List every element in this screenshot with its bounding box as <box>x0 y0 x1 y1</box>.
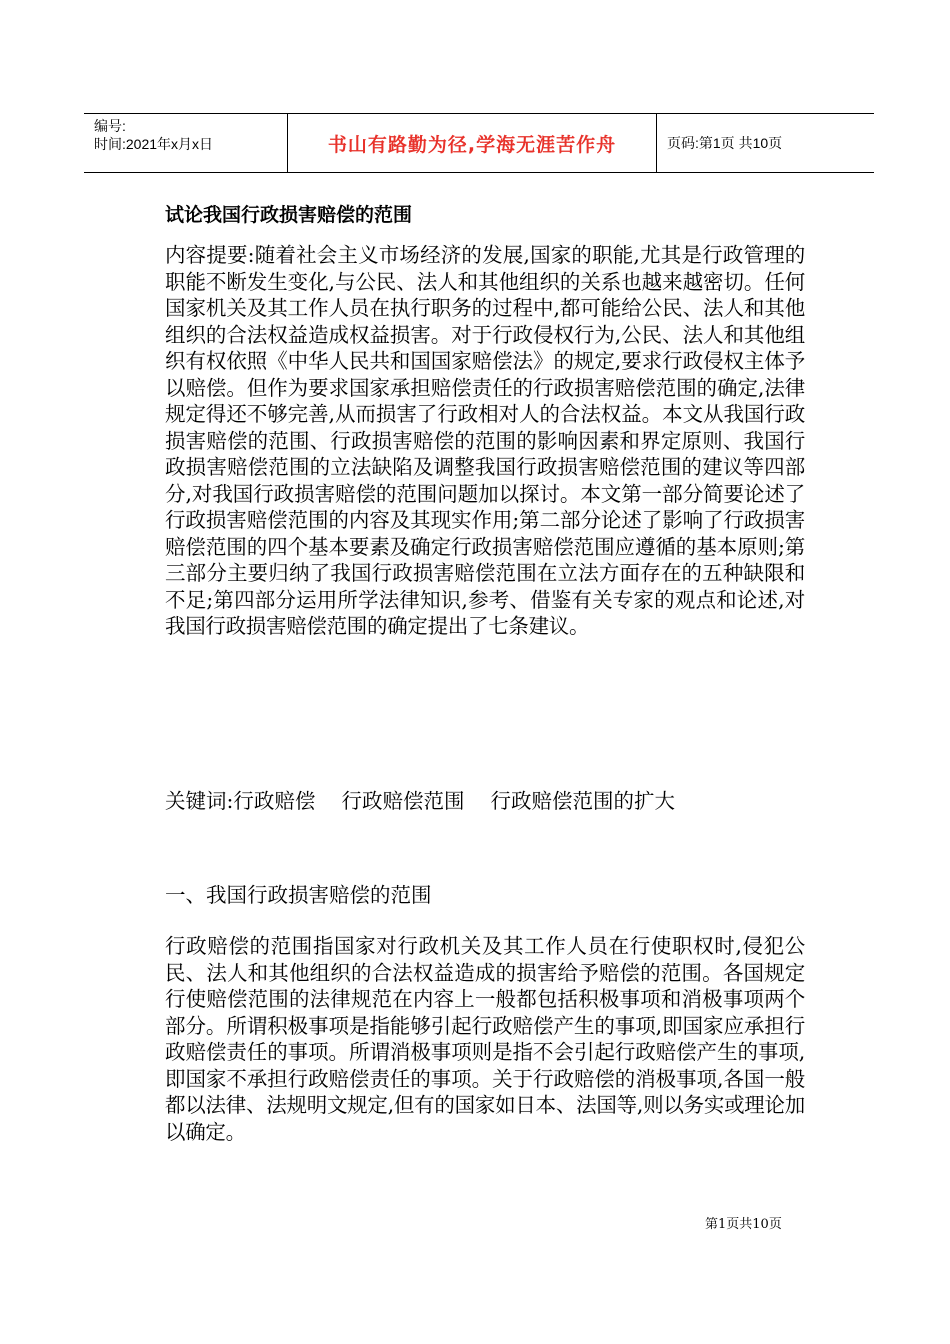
keywords-line: 关键词:行政赔偿 行政赔偿范围 行政赔偿范围的扩大 <box>165 789 676 813</box>
header-page-info: 页码:第1页 共10页 <box>667 135 783 151</box>
header-meta-cell <box>84 114 287 172</box>
time-label: 时间:2021年x月x日 <box>94 136 214 152</box>
document-title: 试论我国行政损害赔偿的范围 <box>165 204 413 226</box>
header-motto: 书山有路勤为径,学海无涯苦作舟 <box>287 114 657 172</box>
section-1-heading: 一、我国行政损害赔偿的范围 <box>165 883 432 907</box>
page-footer-number: 第1页共10页 <box>705 1217 782 1232</box>
page-header <box>84 113 874 173</box>
abstract-paragraph: 内容提要:随着社会主义市场经济的发展,国家的职能,尤其是行政管理的职能不断发生变化,与公民、法人和其他组织的关系也越来越密切。任何国家机关及其工作人员在执行职务的过程中,都可能给公民、法人和其他组织的合法权益造成权益损害。对于行政侵权行为,公民、法人和其他组织有权依照《中华人民共和国国家赔偿法》的规定,要求行政侵权主体予以赔偿。但作为要求国家承担赔偿责任的行政损害赔偿范围的确定,法律规定得还不够完善,从而损害了行政相对人的合法权益。本文从我国行政损害赔偿的范围、行政损害赔偿的范围的影响因素和界定原则、我国行政损害赔偿范围的立法缺陷及调整我国行政损害赔偿范围的建议等四部分,对我国行政损害赔偿的范围问题加以探讨。本文第一部分简要论述了行政损害赔偿范围的内容及其现实作用;第二部分论述了影响了行政损害赔偿范围的四个基本要素及确定行政损害赔偿范围应遵循的基本原则;第三部分主要归纳了我国行政损害赔偿范围在立法方面存在的五种缺限和不足;第四部分运用所学法律知识,参考、借鉴有关专家的观点和论述,对我国行政损害赔偿范围的确定提出了七条建议。 <box>165 243 805 638</box>
section-1-body: 行政赔偿的范围指国家对行政机关及其工作人员在行使职权时,侵犯公民、法人和其他组织的合法权益造成的损害给予赔偿的范围。各国规定行使赔偿范围的法律规范在内容上一般都包括积极事项和消极事项两个部分。所谓积极事项是指能够引起行政赔偿产生的事项,即国家应承担行政赔偿责任的事项。所谓消极事项则是指不会引起行政赔偿产生的事项,即国家不承担行政赔偿责任的事项。关于行政赔偿的消极事项,各国一般都以法律、法规明文规定,但有的国家如日本、法国等,则以务实或理论加以确定。 <box>165 934 805 1144</box>
serial-label: 编号: <box>94 118 126 134</box>
